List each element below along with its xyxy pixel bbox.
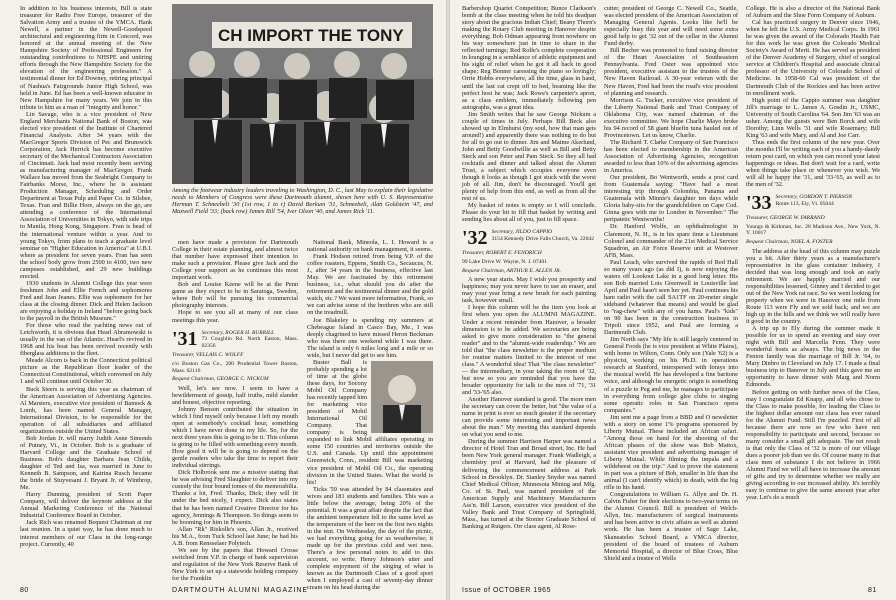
paragraph: Jim North says "My life is still largely centered in General Foods (he is vice president at White Plains), with home in Wilton, Conn. Only son (Yale '62) is a physicist, working on his Ph.D. in operations research at Stanford, interspersed with forays into the musical world. He has developed a fine baritone voice, and although he energetic origin is something of a puzzle to Peg and me, he manages to participate in everything from college glee clubs to singing some operatic roles in San Francisco opera companies." bbox=[604, 336, 738, 414]
paragraph: Lin Savage, who is a vice president of New England Merchants National Bank of Boston, was elected vice president of the Institute of Chartered Financial Analysts. After 34 years with the MacGregor Sports Division of Pec and Brunswick Corporation, Jack Herrick has become executive secretary of the Mechanical Contractors Association of Cincinnati. Jack had most recently been serving as manufacturing manager of MacGregor. Frank Wallace has moved from the Seabright Company to Fairbanks Morse, Inc., where he is assistant Production Manager, Scheduling and Order Department at Texas Pulp and Paper Co. in Silsbee, Texas. Fran and Billie Hore, always on the go, are attending a conference of the International Association of Universities in Tokyo, with side trips to Manila, Hong Kong, Singapore. Fran is head of the international venture within a year. And to young Tokyo, from plans to teach a graduate level seminar on "Higher Education in America" at U.B.I. where as president for seven years. Fran has seen the school body grow from 2500 to 4100, two new campuses established, and 29 new buildings erected. bbox=[20, 110, 152, 280]
paragraph: A new year starts. May I wish you prosperity and happiness; may you never have to use an eraser, and may your year bring a new brush for each painting task, however small. bbox=[462, 276, 596, 305]
paragraph: Buster Ball is probably spending a lot of time at the globe these days, for Socony Mobil Oil Company has recently tapped him for marketing vice president of Mobil International Oil Company. That company is being expanded to link Mobil affiliates operating in some 150 countries and territories outside the U.S. and Canada. Up until this appointment Greenwich, Conn., resident Bill was marketing vice president of Mobil Oil Co., the operating division in the United States. What the world is his! bbox=[307, 358, 433, 486]
paragraph: Johnny Benson contributed the situation in which I find myself only because I left my mouth open at somebody's cocktail hour, something which I have never done in my life. So, for the next three years this is going to be it. This column is going to be filled with something every month. How good it will be is going to depend on the gentle readers who take the time to report their individual stirrings. bbox=[172, 405, 298, 470]
right-column-1 bbox=[462, 5, 596, 585]
paragraph: Congratulations to William G. Allyn and Dr. H. Calvin Fisher for their elections to two-year terms on the Alumni Council. Bill is president of Welch-Allyn, Inc. manufacturers of surgical instruments and has been active in civic affairs as well as alumni work. He has been a trustee of Sage Lake, Skaneateles School Board, a YMCA director, president of the board of trustees of Auburn Memorial Hospital, a director of Blue Cross, Blue Shield and a trustee of Wells bbox=[604, 491, 738, 562]
paragraph: Meade Alcorn is back in the Connecticut political picture as the Republican floor leader of the Connecticut Constitutional, which convened on July 1 and will continue until October 30. bbox=[20, 357, 152, 386]
class-heading bbox=[172, 327, 298, 350]
class-year-numeral: '32 bbox=[462, 227, 488, 250]
paragraph: Harry Dunning, president of Scott Paper Company, will deliver the keynote address at the Annual Marketing Conference of the National Industrial Conference Board in October. bbox=[20, 491, 152, 520]
paragraph: College. He is also a director of the National Bank of Auburn and the Shoe Form Company of Auburn. bbox=[746, 5, 880, 20]
class-address: 73 Coughlin Rd. North Easton, Mass. 02356 bbox=[201, 336, 298, 349]
class-bequest: Bequest Chairman, ARTHUR E. ALLEN JR. bbox=[462, 267, 561, 274]
paragraph: Before getting on with further news of the Class, may I congratulate Ed Knapp, and all who chose to the Class to make possible, for leading the Class to the highest dollar amount our class has ever raised for the Alumni Fund. Still I'm puzzled. First of all because there are now so few who have not responsibility to participate and second, because so many consider a small gift adequate. The net result is that only the Class of '32 is more of our village dues a poorer job than we do. Of course many in that class men of substance I do not believe in 1966 Alumni Fund we will all have to increase the amount of gifts and try to determine whether we really are giving according to our increased ability. It's terribly easy to continue to give the same amount year after year. Let's do a much bbox=[746, 388, 880, 502]
paragraph: My basket of notes is empty so I will conclude. Please do your bit to fill that basket by writing and sending lies about all of you, just to fill space. bbox=[462, 202, 596, 224]
right-column-3 bbox=[746, 5, 880, 585]
right-column-2 bbox=[604, 5, 738, 585]
paragraph: Ticks '59 was attended by 84 classmates and wives and 181 students and families. This was a little below the average, being 20% of the potential. It was a great affair despite the fact that the ambient temperature fell to the same level as the temperature of the beer on the first two nights in the tent. On Wednesday, the day of the picnic, we had everything going for us weatherwise; it made up for the previous cold and wet ness. There's a few personal notes to add to this account, so write. Henry Johnson's utter and complete enjoyment of the singing of what is known as the Dartmouth Class of a good sport when I employed a cast of seventy-day dinner cream on his head during the bbox=[307, 485, 433, 592]
paragraph: Dr. Hanford Wolfe, an ophthalmologist in Claremont, N. H., is in his spare time a Lieutenant Colonel and commander of the 21st Medical Service Squadron, an Air Force Reserve unit at Westover AFB, Mass. bbox=[604, 223, 738, 259]
class-officers bbox=[492, 229, 594, 242]
paragraph: Dick Holbrook sent me a missive stating that he was advising Fred Slaughter to deliver into my custody the four bound tomes of the memorabilia. Thanks a lot, Fred. Thanks, Dick; they will fit under the bed nicely, I expect. Dick also states that he has been named Creative Director for his agency, Jennings & Thompson. So things seem to be booming for him in Phoenix. bbox=[172, 469, 298, 526]
class-officers bbox=[202, 330, 298, 350]
class-address: Route 113, Ely, Vt. 05044 bbox=[775, 200, 834, 207]
paragraph: Thus ends the first column of the new year. Over the months I'll be writing each of you a handy-dandy return post card, on which you can record your latest happenings or ideas. But don't wait for a card, write when things take place or whenever you wish. We will all be happy the '31, and '33-'65, as well as to the men of '32. bbox=[746, 138, 880, 189]
class-secretary: Secretary, JILDO CAPPIO bbox=[491, 229, 553, 236]
class-bequest: Bequest Chairman, NOEL A. FOSTER bbox=[746, 239, 833, 245]
class-year-numeral: '33 bbox=[746, 192, 772, 215]
paragraph: Hope to see you all at many of our class meetings this year. bbox=[172, 309, 298, 324]
paragraph: Another Hanover standard is good. The more men the secretary can cover the better, but "the value of a name in print is ever so much greater if the secretary can provide some interesting and important news about the man." My meeting this standard depends on what you send to me. bbox=[462, 396, 596, 439]
paragraph: High point of the Cappio summer was daughter Jill's marriage to L. James A. Gosdin Jr., USMC, University of South Carolina '64. Son Jim '63 was an usher. Among the guests were Ben Borck and wife Dorothy; Linn Wells '31 and wife Rosemary; Bill King '63 and wife Mary, and Al and Joe Carr. bbox=[746, 96, 880, 139]
paragraph: Bill Becher was promoted to fund raising director of the Heart Association of Southeastern Pennsylvania. Fred Oster was appointed vice president, executive assistant to the trustees of the New Haven Railroad. A 30-year veteran with the New Haven, Fred had been the road's vice president of planning and research. bbox=[604, 47, 738, 97]
paragraph: I hope this column will be the item you look at first when you open the ALUMNI MAGAZINE. Under a recent reminder from Hanover, a broader dimension is to be added. We secretaries are being asked to give more consideration to "the general reader" and to the "alumni-wide readership." We are told that "the class newsletter is the proper medium for routine matters limited to the interest of one class." A wonderful idea! That "the class newsletter" — the intermediary, in your taking the room of '32, but now so you are reminded that you have the broader opportunity for talk to the men of '71, '31 and '33-'65 also. bbox=[462, 304, 596, 396]
paragraph: Our president, Bo Wentworth, sends a post card from Guatemala saying: "Have had a most interesting trip through Colombia, Panama and Guatemala with Minnie's daughter ten days while Gloria bahy-sits for the grandchildren on Cape Cod. Ginna goes with me to London in November." The peripatetic Wentworths! bbox=[604, 174, 738, 224]
class-secretary: Secretary, ROGER H. BURRILL bbox=[201, 329, 275, 336]
paragraph: Jack Rich was renamed Bequest Chairman at our last reunion. In a quiet way, he has done much to interest members of our Class in the long-range project. Currently, 40 bbox=[20, 519, 152, 548]
paragraph: The Richard T. Clarke Company of San Francisco has been elected to membership in the American Association of Advertising Agencies, recognition awarded to less than 10% of the advertising agencies in America. bbox=[604, 138, 738, 175]
paragraph: Cal has practiced surgery in Denver since 1946, when he left the U.S. Army Medical Corps. In 1961 he was given the award of the Colorado Health Fair for this work he was given the Colorado Medical Society's Award of Merit. He has served as president of the Denver Academy of Surgery, chief of surgical service at Children's Hospital and associate clinical professor of the University of Colorado School of Medicine. In 1958-60 Cal was president of the Dartmouth Club of the Rockies and has been active in enrollment work. bbox=[746, 19, 880, 97]
photo-sign-text: CH IMPORT THE TONY bbox=[218, 26, 404, 45]
right-folio-number: 81 bbox=[868, 587, 877, 594]
class-heading bbox=[462, 227, 596, 250]
footwear-leaders-photo bbox=[172, 4, 433, 184]
class-treasurer: Treasurer, VELLAIS C. WOLFF bbox=[172, 352, 244, 359]
paragraph: Barbershop Quartet Competition; Bunce Clarkson's bomb at the class meeting when he told his deadpan story about the gracious Indian Chief; Beany Thorn's making the Rotary Club meeting in Hanover despite everything; Bob Odman appearing from nowhere on his way somewhere just in time to share in the reflected turnings; Red Rolfe's complete cooperation in lounging in a semblance of athletic equipment and his sight of relief when he got it all back in good shape; Reg Bonner caressing the piano so lovingly; Orrie Hobbs everywhere, all the time, glass in hand, until the last cat crept off to bed, beaming like the perfect host he was; Jack Rowe's carpenter's apron, as a class emblem, immediately following pen autographs, was a great idea. bbox=[462, 5, 596, 111]
class-heading bbox=[746, 192, 880, 215]
portrait-photo bbox=[371, 361, 433, 433]
right-page bbox=[450, 0, 896, 600]
paragraph: cutter, president of George C. Newell Co., Seattle, was elected president of the American Association of Managing General Agents. Looks like he'll be especially busy this year and will need some extra good help to get '32 out of the cellar in the Alumni Fund derby. bbox=[604, 5, 738, 48]
paragraph: Morrison G. Tucker, executive vice president of the Liberty National Bank and Trust Company of Oklahoma City, was named chairman of the executive committee. We hope Charlie Mayo broke his 94 record of 58 giant bluefin tuna hauled out of Provincetown. Let us know, Charlie. bbox=[604, 96, 738, 139]
paragraph: A trip up to Ely during the summer made it possible for us to spend an evening and stay over night with Bill and Marcella Fenn. They were wonderful hosts as always. The big news in the Fenton family was the marriage of Bill Jr. '64, to Mary Dinbro in Cleveland on July 17. I made a final business trip to Hanover in July and this gave me an opportunity to have dinner with Marg and Norm Edmonds. bbox=[746, 325, 880, 389]
paragraph: For those who read the yachting news out of Letchworth, it is obvious that Hearl Abramowski is usually in the van of the Atlantic. Hearl's revived in 1968 and his boat has been revived recently with fiberglass additions to the fleet. bbox=[20, 322, 152, 358]
left-column-3 bbox=[307, 239, 433, 592]
paragraph: Joe Blakeley is spending my summers at Chebeague Island in Casco Bay, Me., I was deeply chagrined to have missed Heron Beckman who was there one weekend while I was there. The island is only 6 miles long and a mile or so wide, but I never did get to see him. bbox=[307, 316, 433, 359]
paragraph: Frank Hodson retired from being V.P. of the coffee roasters, Eppens, Smith Co., Secaucus, N. J., after 34 years in the business, effective last May. We are fascinated by this retirement business, i.e., what should you do after the retirement and the testimonial dinner and the gold watch, etc.? We want more information, Frank, so we can advise some of the brethren who are still on the treadmill. bbox=[307, 253, 433, 317]
class-treasurer-address: c/o Boston Gas Co., 200 Prudential Tower Boston, Mass. 02116 bbox=[172, 360, 298, 374]
class-year-numeral: '31 bbox=[172, 327, 198, 350]
left-column-2 bbox=[172, 239, 298, 584]
class-treasurer-address: 99 Lake Drive W. Wayne, N. J. 07401 bbox=[462, 259, 548, 266]
paragraph: We see by the papers that Howard Crosse switched from V.P. in charge of bank supervision and regulation of the New York Reserve Bank of New York to set up a statewide holding company for the Franklin bbox=[172, 546, 298, 582]
paragraph: The address at the head of this column may puzzle you a bit. After thirty years as a manufacturer's representative in the glass container industry, I decided that was long enough and took an early retirement. We are happily married and our responsibilities lessened, Ginney and I decided to get out of the New York rat race. So we went looking for property when we were in Hanover one mile from Route 113 were Fly and we sold back; and we are high up in the hills and we think we will really have it good in the country. bbox=[746, 247, 880, 326]
paragraph: Jim sent me a page from a BBD and O newsletter with a story on some 1% programs sponsored by Liberty Mutual. These included an African safari. "Among those on hand for the shooting of the African phases of the show was Bob Mattox, assistant vice president and advertising manager of Liberty Mutual. While filming the impala and a wildebeest on the trip." And to prove the statement in part was a picture of Bob, smaller in life than the animal (I can't identify which) in death, with the big rifle in his hand. bbox=[604, 413, 738, 492]
class-treasurer: Treasurer, GEORGE W. FARRAND bbox=[746, 215, 825, 222]
paragraph: Well, let's see now. I seem to have a bewilderment of gossip, half truths, mild slander and honest, objective reporting. bbox=[172, 384, 298, 406]
paragraph: National Bank, Mineola, L. I. Howard is a national authority on bank management, it seems. bbox=[307, 239, 433, 254]
paragraph: men have made a provision for Dartmouth College in their estate planning, and almost twice that number have expressed their intention to make such a provision. Please give Jack and the College your support as he continues this most important work. bbox=[172, 239, 298, 282]
paragraph: Bob Jordan Jr. will marry Judith Anne Simonds of Putney, Vt., in October. Bob is a graduate of Harvard College and the Graduate School of Business. Bob's daughter Barbara Jean Childs, daughter of Ted and Isa, was married in June to Kenneth B. Sampson, and Katrina Rusch became the bride of Stuyvesant J. Bryant Jr. of Winthrop, Me. bbox=[20, 434, 152, 492]
group-photo-illustration bbox=[172, 4, 433, 184]
paragraph: Jim Smith writes that he saw George Nickum a couple of times in July. Perhaps Bill Beck also showed up in Elmhurst (my soul, how that man gets around!) and apparently there was nothing to do but for all to go out to dinner. Jim and Maime Akerlund, John and Betty Goodwillie as well as Bill and Betty Steck and son Peter and Pam Steck. So they all had cocktails and dinner and talked about the Alumni Trust, a subject which occupies everyone even though it looks as though I got stuck with the worst job of all. Jim, don't be discouraged. You'll get plenty of help from this end, as well as from all the rest of us. bbox=[462, 110, 596, 203]
class-address: 3154 Kennedy Drive Falls Church, Va. 22042 bbox=[491, 236, 594, 243]
class-officers bbox=[776, 194, 853, 207]
class-bequest: Bequest Chairman, GEORGE C. NICKUM bbox=[172, 376, 269, 383]
paragraph: Allan "Rk" Riskolle's son, Allan Jr., received his M.A., from Tuck School last June; he had his A.B. from Rensselaer Polytech. bbox=[172, 525, 298, 547]
paragraph: 1930 students in Alumni College this year were freshmen John and Ellie French and sophomores Fred and Jean Jeanes. Ellie was sophomore for her class at the closing dinner. Dick and Helen Jackson are enjoying a holiday in Ireland "before going back to the payroll in the British Museum." bbox=[20, 279, 152, 323]
left-column-1 bbox=[20, 5, 152, 585]
paragraph: In addition to his business interests, Bill is state treasurer for Radio Free Europe, treasurer of the Salvation Army and a trustee of the YMCA. Hank Newell, a partner in the Newell-Goodspeed architectural and engineering firm in Concord, was honored at the annual meeting of the New Hampshire Society of Professional Engineers for outstanding contributions to NHSPE and untiring efforts through the New Hampshire Society for the elevation of the engineering profession." A testimonial dinner for Ed Downey, retiring principal of Nashua's Fairgrounds Junior High School, was held in June. Ed has been a well-known educator in New Hampshire for many years. We join in this tribute to him as a man of "integrity and honor." bbox=[20, 5, 152, 111]
class-secretary: Secretary, GORDON T. PIERSON bbox=[775, 194, 853, 201]
paragraph: Paul Leach, who survived the rapids of Red Hall so many years ago (as did I), is now enjoying the waters off Lookout Lake in a good long letter. His son Bob married Lois Greenwell in Louisville last April and Paul hasn't seen her yet. Paul continues his ham radio with the call SA1TF on 20-meter single sideband (whatever that means) and would be glad to "rag-chew" with any of you hams. Paul's "kids" on 90 has been in the construction business in Tripoli since 1952, and Paul are forming a Dartmouth Club. bbox=[604, 258, 738, 337]
right-folio-issue: Issue of OCTOBER 1965 bbox=[462, 587, 551, 594]
class-treasurer-address: Youngs & Kirkman, Inc. 28 Madison Ave., New York, N. Y. 10017 bbox=[746, 223, 880, 237]
left-folio-number: 80 bbox=[20, 587, 29, 594]
paragraph: Buck Steers is serving this year as chairman of the American Association of Advertising Agencies. Al Marsters, executive vice president of Bamock & Lomb, has been named General Manager, International Division, to be responsible for the operation of all subsidiaries and affiliated organizations outside the United States. bbox=[20, 385, 152, 435]
class-treasurer: Treasurer, ROBERT E. FENDRICH bbox=[462, 250, 542, 257]
paragraph: During the summer Harrison Harper was named a director of Hotel Tran and Broad street, Inc. He had been New York general manager. Frank Wadleigh, a chemistry prof at Harvard, had the pleasure of delivering the commencement address at Park School in Brooklyn. Dr. Stanley Snyder was named Chief Medical Officer, Minnesota Mining and Mfg. Co. of St. Paul, was named president of the American Supply and Machinery Manufacturers Ass'n. Bill Larson, executive vice president of the Valley Bank and Trust Company of Springfield, Mass., has turned at the Stonier Graduate School of Banking at Rutgers. Orr class agent, Al Rose- bbox=[462, 438, 596, 530]
paragraph: Bob and Louise Keene will be at the Penn game as they expect to be in Saratoga, Sweden, where Bob will be pursuing his commercial photography interests. bbox=[172, 281, 298, 310]
photo-caption: Among the footwear industry leaders traveling to Washington, D. C., last May to explain their legislative needs to Members of Congress were these Dartmouth alumni, shown here with U. S. Representative Herman T. Schneebeli '30 (1st row, 1 to r) David Borkum '31, Schneebeli, Alan Goldstein '47, and Maxwell Field '33; (back row) James Rill '54, Iver Olson '40, and James Rick '11. bbox=[172, 187, 433, 215]
left-folio-title: DARTMOUTH ALUMNI MAGAZINE bbox=[172, 587, 309, 594]
left-page bbox=[0, 0, 446, 600]
